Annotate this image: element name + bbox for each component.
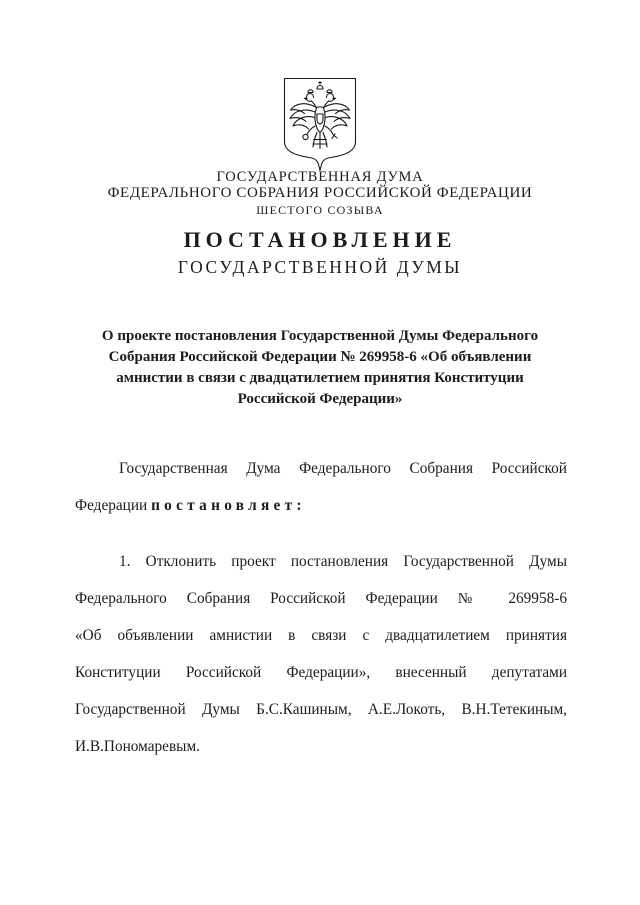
subject-line: Российской Федерации» — [237, 391, 403, 407]
body-line: Федерального Собрания Российской Федерации № 269958-6 — [75, 590, 567, 607]
body-line: И.В.Пономаревым. — [75, 738, 200, 755]
body-line — [75, 487, 567, 524]
resolution-body — [75, 450, 567, 765]
org-name-line1: ГОСУДАРСТВЕННАЯ ДУМА — [216, 169, 424, 185]
subject-line: О проекте постановления Государственной Думы Федерального — [101, 328, 539, 344]
convocation-line: ШЕСТОГО СОЗЫВА — [256, 203, 384, 217]
body-line: Государственная Дума Федерального Собрания Российской — [119, 460, 567, 477]
resolution-subject — [70, 326, 570, 410]
body-line: 1. Отклонить проект постановления Государственной Думы — [119, 553, 567, 570]
body-line: Государственной Думы Б.С.Кашиным, А.Е.Локоть, В.Н.Тетекиным, — [75, 701, 567, 718]
subject-line: Собрания Российской Федерации № 269958-6 «Об объявлении — [108, 349, 532, 365]
doc-type-title: ПОСТАНОВЛЕНИЕ — [183, 227, 457, 252]
body-line: Конституции Российской Федерации», внесенный депутатами — [75, 664, 567, 681]
body-line-text: Федерации — [75, 497, 148, 514]
subject-line: амнистии в связи с двадцатилетием принятия Конституции — [116, 370, 524, 386]
russia-coat-of-arms-icon — [282, 76, 358, 172]
org-name-line2: ФЕДЕРАЛЬНОГО СОБРАНИЯ РОССИЙСКОЙ ФЕДЕРАЦИИ — [107, 185, 533, 201]
body-line: «Об объявлении амнистии в связи с двадцатилетием принятия — [75, 627, 567, 644]
resolves-keyword: постановляет: — [151, 497, 306, 514]
doc-type-subtitle: ГОСУДАРСТВЕННОЙ ДУМЫ — [177, 257, 463, 277]
paragraph-break — [75, 524, 567, 543]
